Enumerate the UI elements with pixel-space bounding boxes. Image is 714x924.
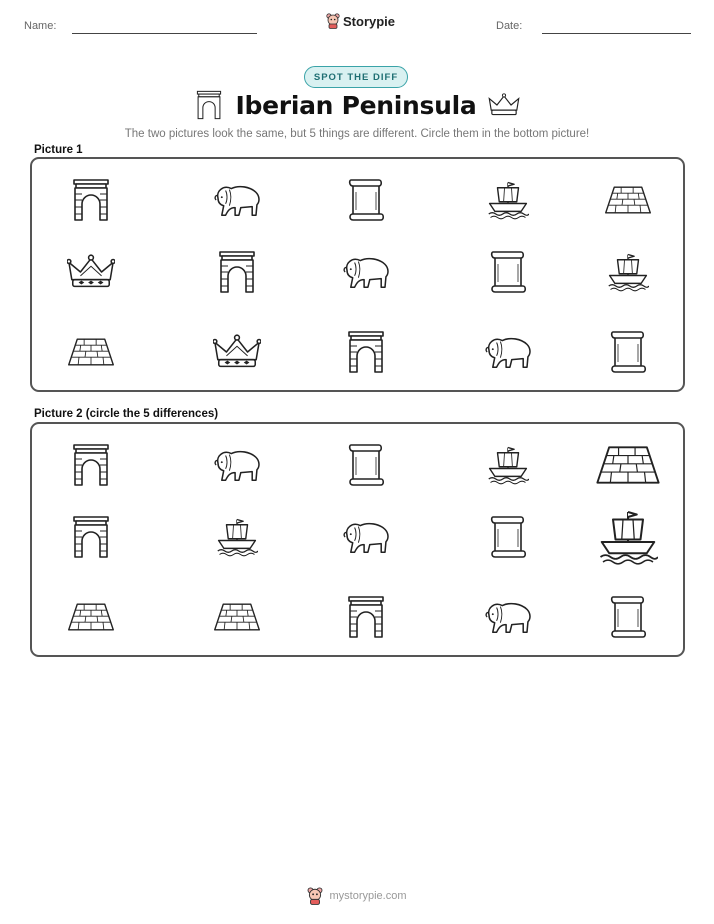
bear-icon bbox=[307, 887, 323, 905]
crown-icon bbox=[67, 252, 115, 292]
picture-1-label: Picture 1 bbox=[34, 144, 83, 156]
crown-icon bbox=[213, 332, 261, 372]
name-label: Name: bbox=[24, 20, 57, 32]
instructions-text: The two pictures look the same, but 5 things are different. Circle them in the bottom picture! bbox=[124, 128, 590, 140]
date-label: Date: bbox=[496, 20, 523, 32]
ship-icon bbox=[487, 180, 529, 220]
picture-2-label: Picture 2 (circle the 5 differences) bbox=[34, 408, 219, 420]
aqueduct-icon bbox=[346, 330, 386, 374]
bison-icon bbox=[483, 598, 533, 636]
ship-icon bbox=[598, 507, 658, 567]
tiles-icon bbox=[67, 601, 115, 633]
name-line[interactable] bbox=[72, 33, 257, 34]
tiles-icon bbox=[604, 184, 652, 216]
scroll-icon bbox=[488, 248, 528, 296]
aqueduct-icon bbox=[71, 443, 111, 487]
ship-icon bbox=[487, 445, 529, 485]
aqueduct-icon bbox=[71, 515, 111, 559]
bison-icon bbox=[483, 333, 533, 371]
date-line[interactable] bbox=[542, 33, 691, 34]
brand-name: Storypie bbox=[343, 13, 396, 29]
picture-2-panel[interactable] bbox=[30, 422, 685, 657]
tiles-icon bbox=[67, 336, 115, 368]
bear-icon bbox=[326, 13, 340, 29]
tiles-icon bbox=[213, 601, 261, 633]
brand-logo bbox=[326, 13, 395, 29]
bison-icon bbox=[212, 181, 262, 219]
picture-1-panel bbox=[30, 157, 685, 392]
scroll-icon bbox=[488, 513, 528, 561]
scroll-icon bbox=[608, 328, 648, 376]
spot-the-diff-badge: SPOT THE DIFF bbox=[304, 66, 408, 88]
aqueduct-icon bbox=[194, 90, 224, 120]
crown-icon bbox=[488, 92, 520, 118]
footer-url: mystorypie.com bbox=[329, 890, 407, 902]
bison-icon bbox=[341, 518, 391, 556]
aqueduct-icon bbox=[346, 595, 386, 639]
page-title: Iberian Peninsula bbox=[235, 90, 477, 120]
footer bbox=[0, 887, 714, 905]
scroll-icon bbox=[346, 441, 386, 489]
aqueduct-icon bbox=[217, 250, 257, 294]
bison-icon bbox=[212, 446, 262, 484]
scroll-icon bbox=[346, 176, 386, 224]
tiles-icon bbox=[595, 442, 661, 488]
ship-icon bbox=[216, 517, 258, 557]
aqueduct-icon bbox=[71, 178, 111, 222]
ship-icon bbox=[607, 252, 649, 292]
bison-icon bbox=[341, 253, 391, 291]
title-row bbox=[0, 90, 714, 120]
scroll-icon bbox=[608, 593, 648, 641]
